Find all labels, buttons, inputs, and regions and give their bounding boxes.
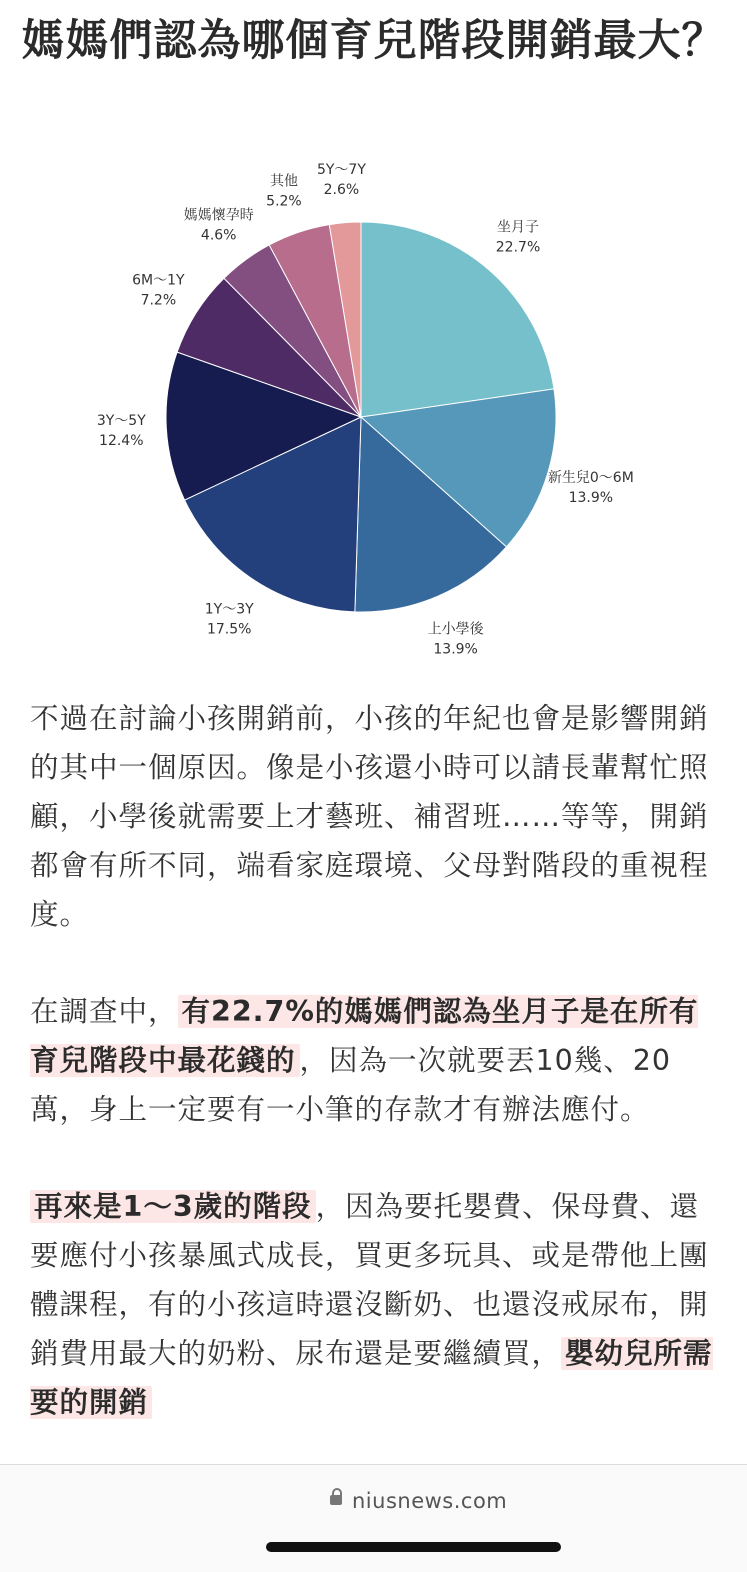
pie-slice-percent: 5.2% (266, 193, 302, 210)
pie-slice-label: 6M～1Y (132, 272, 185, 289)
paragraph-text: ，因為要托嬰費、保母費、還要應付小孩暴風式成長，買更多玩具、或是帶他上團體課程，有的小孩這時還沒斷奶、也還沒戒尿布，開銷費用最大的奶粉、尿布還是要繼續買， (30, 1190, 709, 1370)
article-paragraph (30, 1182, 720, 1427)
paragraph-text: 不過在討論小孩開銷前，小孩的年紀也會是影響開銷的其中一個原因。像是小孩還小時可以請長輩幫忙照顧，小學後就需要上才藝班、補習班……等等，開銷都會有所不同，端看家庭環境、父母對階段的重視程度。 (30, 702, 709, 931)
pie-slice-percent: 13.9% (568, 490, 614, 507)
pie-slice-label: 1Y～3Y (204, 601, 254, 618)
pie-slice-percent: 4.6% (200, 227, 237, 244)
pie-slice-label: 3Y～5Y (96, 413, 146, 430)
url-text[interactable]: niusnews.com (352, 1489, 508, 1513)
pie-slice-label: 坐月子 (497, 219, 540, 236)
article-paragraph (30, 694, 720, 939)
pie-slice-percent: 2.6% (323, 181, 360, 198)
pie-slice-percent: 12.4% (99, 433, 144, 450)
pie-slice-percent: 13.9% (433, 641, 478, 658)
browser-address-bar[interactable] (0, 1464, 747, 1572)
article-title: 媽媽們認為哪個育兒階段開銷最大？ (21, 16, 726, 66)
pie-slice-label: 上小學後 (427, 621, 484, 638)
paragraph-text: 在調查中， (30, 995, 178, 1028)
home-indicator (266, 1542, 561, 1552)
pie-slice-percent: 17.5% (206, 621, 252, 638)
pie-slice-percent: 22.7% (495, 239, 541, 256)
article-body (30, 694, 720, 1475)
article-paragraph (30, 987, 720, 1134)
highlighted-text: 再來是1～3歲的階段 (30, 1190, 316, 1223)
lock-icon (330, 1495, 342, 1505)
pie-slice-percent: 7.2% (140, 292, 177, 309)
pie-slice-label: 新生兒0～6M (547, 470, 634, 487)
pie-chart (0, 160, 747, 660)
pie-slice-label: 媽媽懷孕時 (183, 207, 254, 224)
highlighted-text: 有22.7%的媽媽們認為坐月子是在所有育兒階段中最花錢的 (30, 995, 699, 1077)
paragraph-text: ，因為一次就要丟10幾、20萬，身上一定要有一小筆的存款才有辦法應付。 (30, 1044, 672, 1126)
highlighted-text: 嬰幼兒所需要的開銷 (30, 1337, 713, 1419)
pie-slice-label: 5Y～7Y (316, 161, 366, 178)
pie-slice-label: 其他 (269, 173, 298, 190)
